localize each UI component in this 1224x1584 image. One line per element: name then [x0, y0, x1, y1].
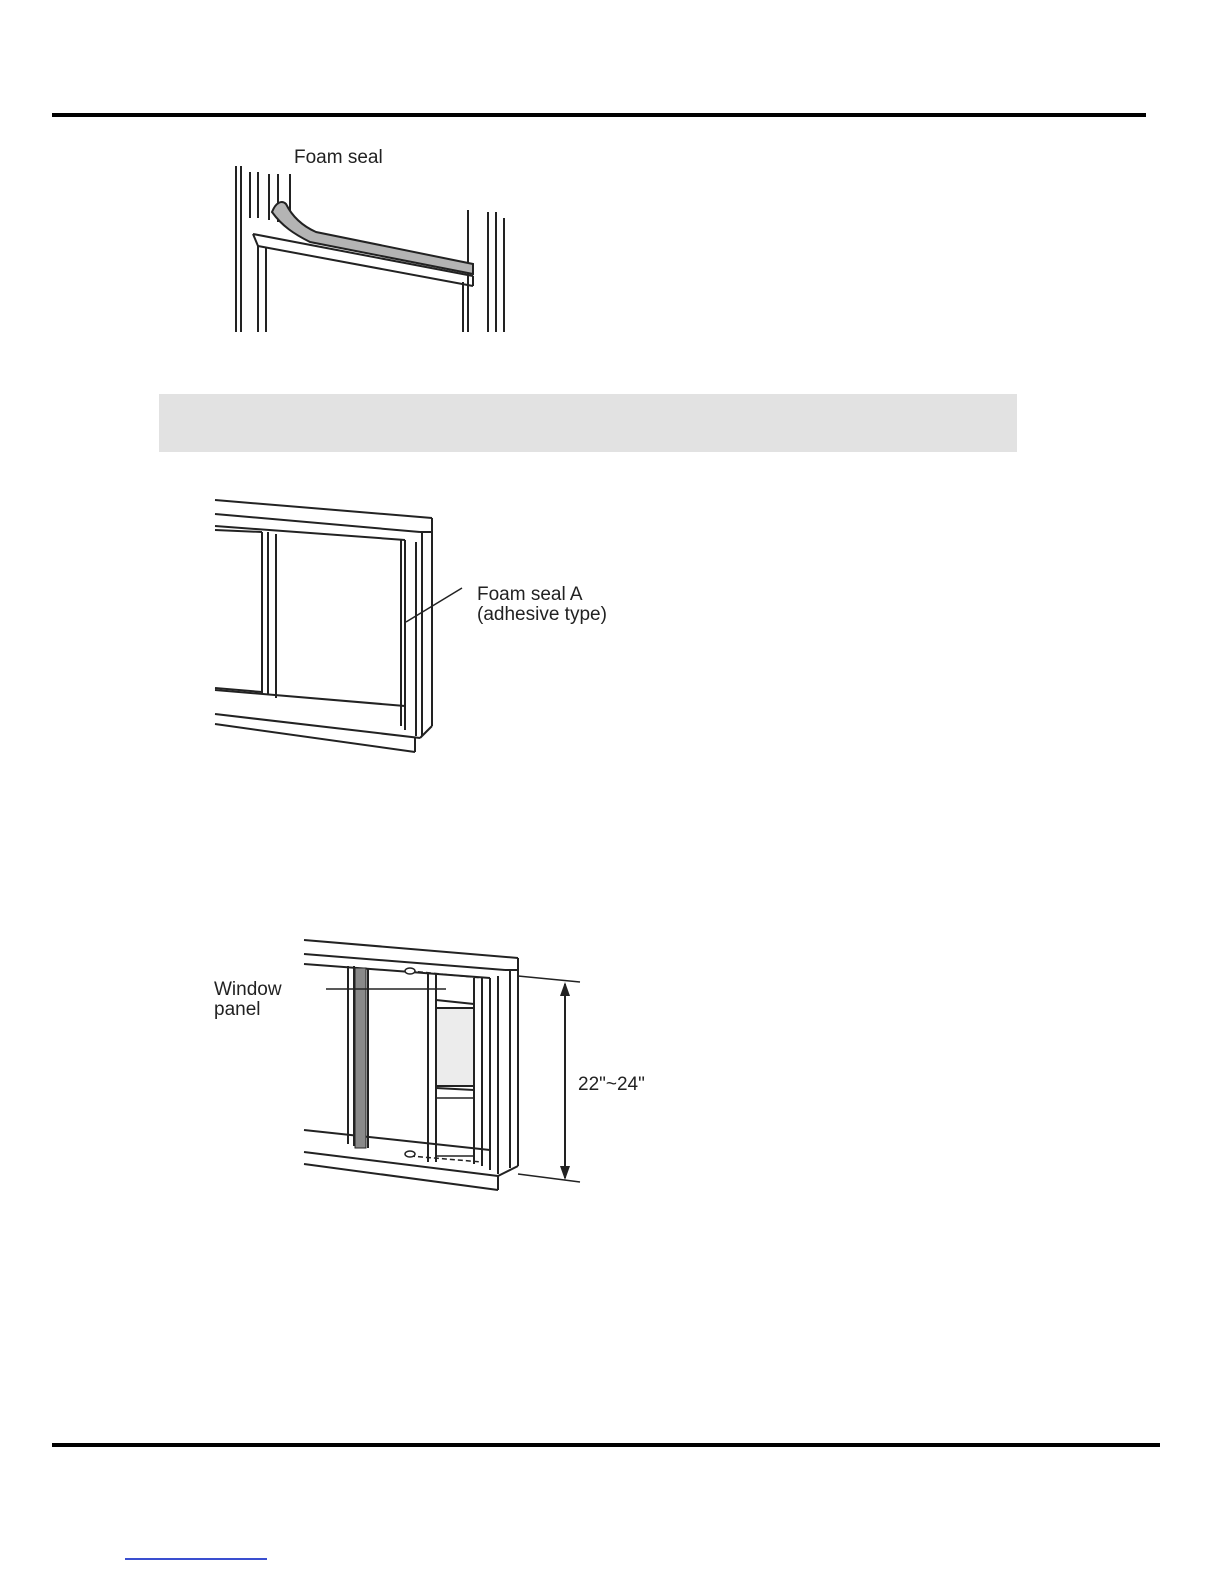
foam-seal-label: Foam seal	[294, 147, 383, 168]
window-panel-figure	[290, 930, 590, 1200]
window-panel-label	[214, 980, 282, 1020]
window-panel-label-line2: panel	[214, 999, 261, 1020]
footer-link-underline[interactable]	[125, 1558, 267, 1560]
foam-seal-a-label	[477, 585, 607, 625]
foam-seal-a-figure	[210, 490, 640, 760]
foam-seal-a-label-line2: (adhesive type)	[477, 604, 607, 625]
foam-seal-figure	[220, 160, 520, 340]
shaded-band	[159, 394, 1017, 452]
foam-seal-a-label-line1: Foam seal A	[477, 584, 583, 605]
top-rule	[52, 113, 1146, 117]
dimension-label: 22"~24"	[578, 1074, 645, 1095]
bottom-rule	[52, 1443, 1160, 1447]
window-panel-label-line1: Window	[214, 979, 282, 1000]
